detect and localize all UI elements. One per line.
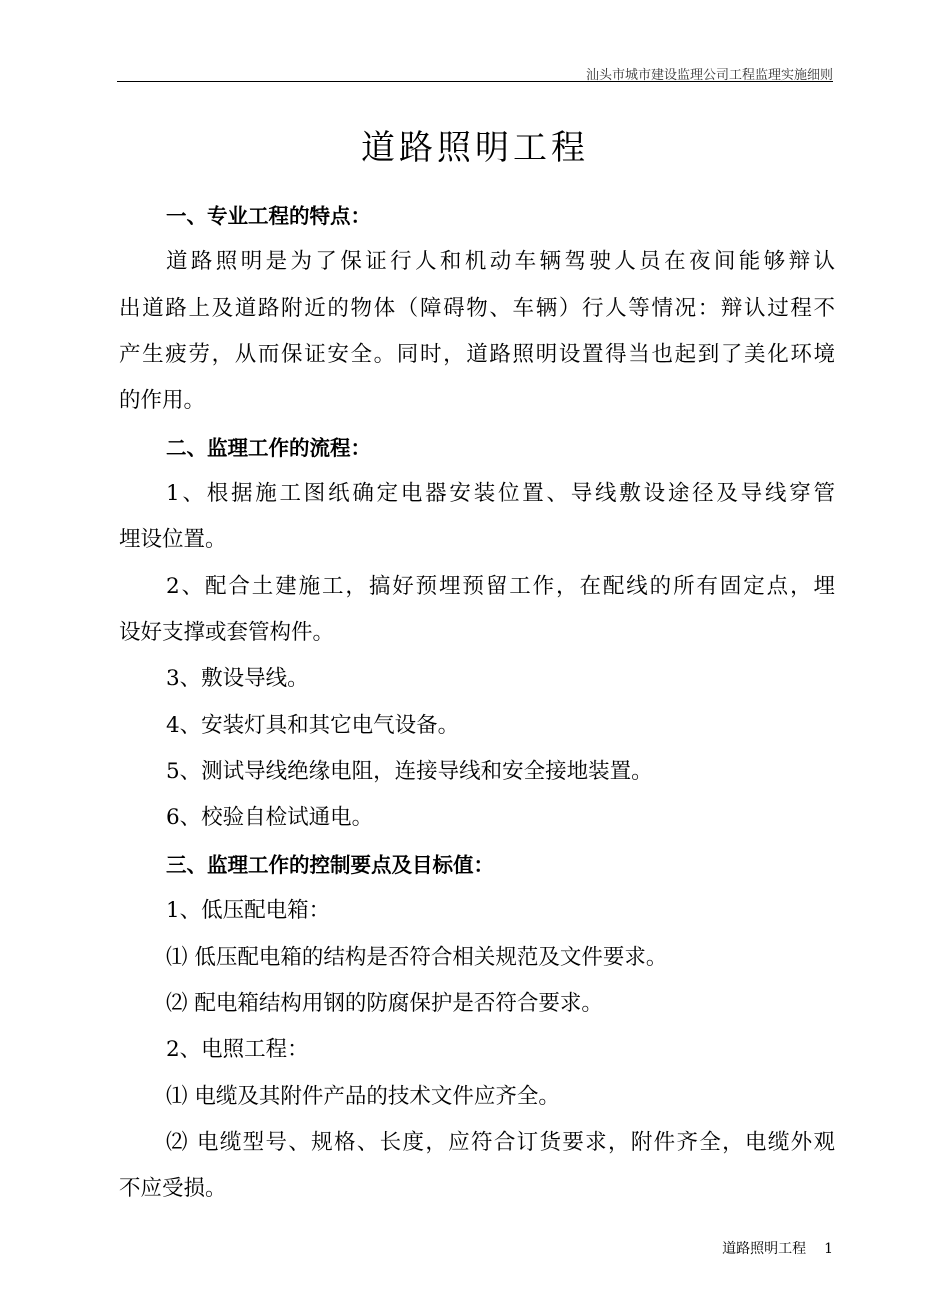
paragraph-line: 的作用。 xyxy=(119,388,206,414)
document-body xyxy=(119,193,835,1213)
header-divider xyxy=(117,81,833,82)
step-line: 2、配合土建施工，搞好预埋预留工作，在配线的所有固定点，埋 xyxy=(166,573,835,599)
section-heading-1: 一、专业工程的特点： xyxy=(166,204,371,228)
document-title: 道路照明工程 xyxy=(361,128,589,168)
step-line: 4、安装灯具和其它电气设备。 xyxy=(166,712,460,738)
step-line: 1、根据施工图纸确定电器安装位置、导线敷设途径及导线穿管 xyxy=(166,481,835,507)
paragraph-line: 道路照明是为了保证行人和机动车辆驾驶人员在夜间能够辩认 xyxy=(166,249,835,275)
step-line: 3、敷设导线。 xyxy=(166,666,309,692)
control-subitem: ⑴ 电缆及其附件产品的技术文件应齐全。 xyxy=(166,1083,560,1109)
control-subitem: ⑵ 配电箱结构用钢的防腐保护是否符合要求。 xyxy=(166,990,603,1016)
page-header-text: 汕头市城市建设监理公司工程监理实施细则 xyxy=(585,68,833,83)
paragraph-line: 出道路上及道路附近的物体（障碍物、车辆）行人等情况：辩认过程不 xyxy=(119,295,835,321)
footer-label: 道路照明工程 xyxy=(722,1241,807,1257)
control-item: 2、电照工程： xyxy=(166,1037,309,1063)
paragraph-line: 产生疲劳，从而保证安全。同时，道路照明设置得当也起到了美化环境 xyxy=(119,342,835,368)
control-subitem: ⑵ 电缆型号、规格、长度，应符合订货要求，附件齐全，电缆外观 xyxy=(166,1129,835,1155)
control-subitem: 不应受损。 xyxy=(119,1176,227,1202)
step-line: 埋设位置。 xyxy=(119,527,227,553)
step-line: 6、校验自检试通电。 xyxy=(166,805,374,831)
step-line: 5、测试导线绝缘电阻，连接导线和安全接地装置。 xyxy=(166,759,653,785)
step-line: 设好支撑或套管构件。 xyxy=(119,620,335,646)
control-item: 1、低压配电箱： xyxy=(166,898,331,924)
section-heading-2: 二、监理工作的流程： xyxy=(166,435,371,460)
page-footer xyxy=(722,1238,833,1258)
page-number: 1 xyxy=(824,1241,833,1257)
control-subitem: ⑴ 低压配电箱的结构是否符合相关规范及文件要求。 xyxy=(166,944,668,970)
section-heading-3: 三、监理工作的控制要点及目标值： xyxy=(166,852,494,877)
